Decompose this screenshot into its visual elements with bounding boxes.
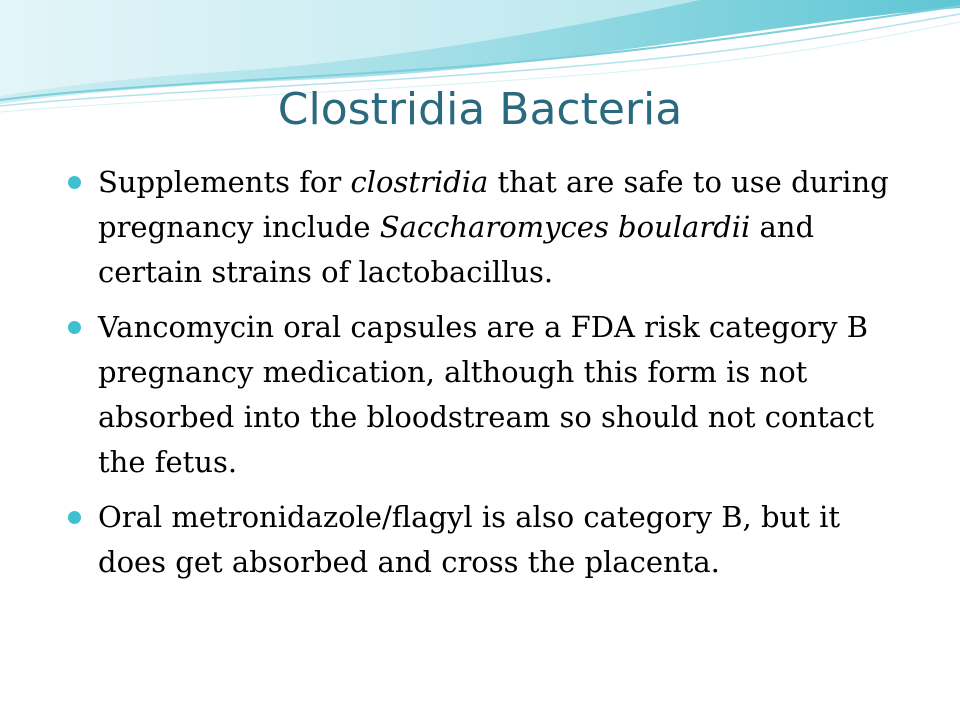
bullet-dot-icon [68,321,81,334]
italic-term-clostridia: clostridia [350,165,489,199]
bullet-text: Oral metronidazole/flagyl is also category B, but it does get absorbed and cross the placenta. [98,500,841,579]
bullet-item [68,495,908,585]
text-segment: and certain strains of lactobacillus. [98,210,815,289]
bullet-item [68,305,908,485]
bullet-item [68,160,908,295]
bullet-text [98,165,889,289]
text-segment: Supplements for [98,165,351,199]
text-segment: that are safe to use during pregnancy include [98,165,889,244]
slide-title: Clostridia Bacteria [277,84,683,135]
bullet-text: Vancomycin oral capsules are a FDA risk category B pregnancy medication, although this form is not absorbed into the bloodstream so should not contact the fetus. [98,310,874,479]
bullet-dot-icon [68,176,81,189]
bullet-list [68,160,908,595]
bullet-dot-icon [68,511,81,524]
italic-term-saccharomyces: Saccharomyces boulardii [379,210,751,244]
